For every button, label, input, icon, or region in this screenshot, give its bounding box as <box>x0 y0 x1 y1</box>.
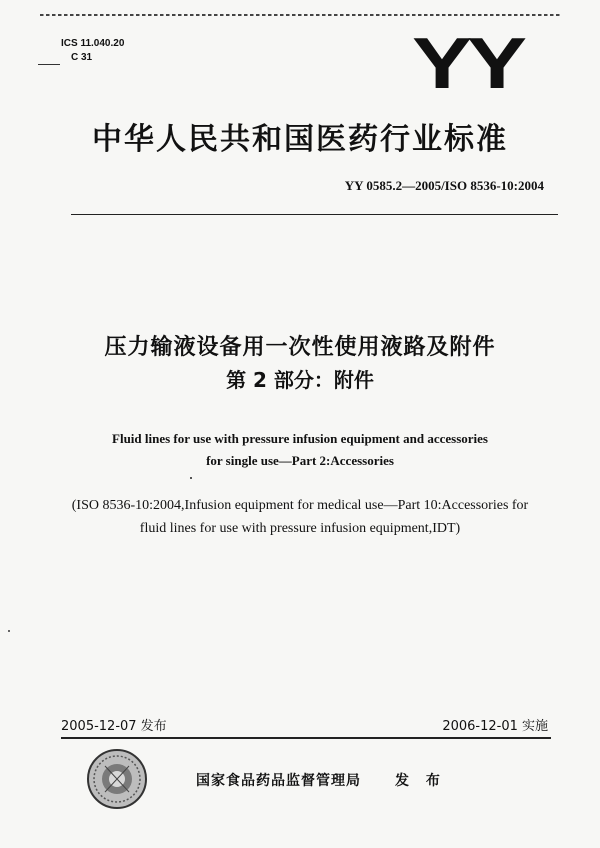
scan-speck <box>190 477 192 479</box>
org-title: 中华人民共和国医药行业标准 <box>92 122 508 157</box>
adoption-note-line1: (ISO 8536-10:2004,Infusion equipment for medical use—Part 10:Accessories for <box>71 498 529 513</box>
seal-icon <box>86 748 148 810</box>
standard-number: YY 0585.2—2005/ISO 8536-10:2004 <box>344 178 544 193</box>
document-title-en-line2: for single use—Part 2:Accessories <box>206 453 394 468</box>
ics-code: ICS 11.040.20 <box>61 38 125 49</box>
top-dashed-rule <box>40 14 560 16</box>
footer-divider <box>61 737 551 739</box>
publish-label: 发 布 <box>395 773 446 789</box>
adoption-note-line2: fluid lines for use with pressure infusion equipment,IDT) <box>139 521 461 536</box>
document-title-en-line1: Fluid lines for use with pressure infusion equipment and accessories <box>112 431 488 446</box>
margin-mark <box>38 64 60 65</box>
implementation-date: 2006-12-01 实施 <box>442 719 548 734</box>
document-subtitle-zh: 第 2 部分：附件 <box>226 368 374 392</box>
document-title-zh: 压力输液设备用一次性使用液路及附件 <box>104 335 496 360</box>
yy-logo: YY <box>412 24 523 104</box>
publisher-name: 国家食品药品监督管理局 <box>196 773 361 789</box>
issue-date: 2005-12-07 发布 <box>61 719 167 734</box>
header-divider <box>71 214 558 215</box>
ccs-code: C 31 <box>71 52 93 63</box>
scan-speck <box>8 630 10 632</box>
